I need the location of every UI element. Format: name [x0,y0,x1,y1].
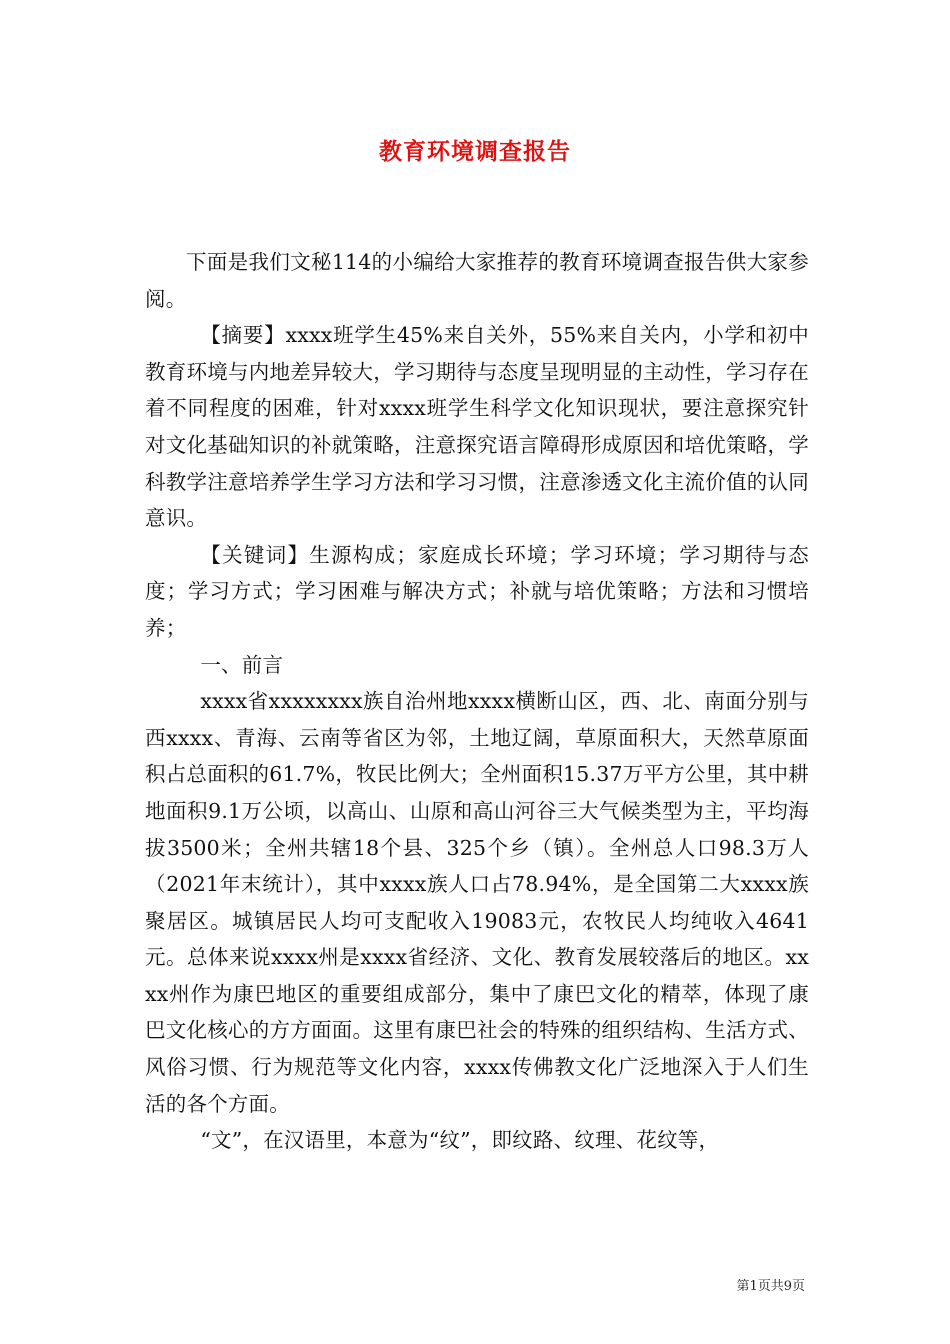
document-body [145,244,809,1159]
section-heading-preface: 一、前言 [200,652,284,677]
abstract-paragraph: 【摘要】xxxx班学生45%来自关外，55%来自关内，小学和初中教育环境与内地差异较大，学习期待与态度呈现明显的主动性，学习存在着不同程度的困难，针对xxxx班学生科学文化知识现状，要注意探究针对文化基础知识的补就策略，注意探究语言障碍形成原因和培优策略，学科教学注意培养学生学习方法和学习习惯，注意渗透文化主流价值的认同意识。 [145,323,809,531]
preface-paragraph: xxxx省xxxxxxxx族自治州地xxxx横断山区，西、北、南面分别与西xxxx、青海、云南等省区为邻，土地辽阔，草原面积大，天然草原面积占总面积的61.7%，牧民比例大；全州面积15.37万平方公里，其中耕地面积9.1万公顷，以高山、山原和高山河谷三大气候类型为主，平均海拔3500米；全州共辖18个县、325个乡（镇）。全州总人口98.3万人（2021年末统计），其中xxxx族人口占78.94%，是全国第二大xxxx族聚居区。城镇居民人均可支配收入19083元，农牧民人均纯收入4641元。总体来说xxxx州是xxxx省经济、文化、教育发展较落后的地区。xxxx州作为康巴地区的重要组成部分，集中了康巴文化的精萃，体现了康巴文化核心的方方面面。这里有康巴社会的特殊的组织结构、生活方式、风俗习惯、行为规范等文化内容，xxxx传佛教文化广泛地深入于人们生活的各个方面。 [145,689,810,1116]
page-title: 教育环境调查报告 [379,138,571,165]
keywords-paragraph: 【关键词】生源构成；家庭成长环境；学习环境；学习期待与态度；学习方式；学习困难与解决方式；补就与培优策略；方法和习惯培养； [145,542,809,640]
page-number: 第1页共9页 [736,1279,805,1294]
culture-paragraph: “文”，在汉语里，本意为“纹”，即纹路、纹理、花纹等， [200,1128,720,1153]
intro-paragraph: 下面是我们文秘114的小编给大家推荐的教育环境调查报告供大家参阅。 [145,250,809,311]
